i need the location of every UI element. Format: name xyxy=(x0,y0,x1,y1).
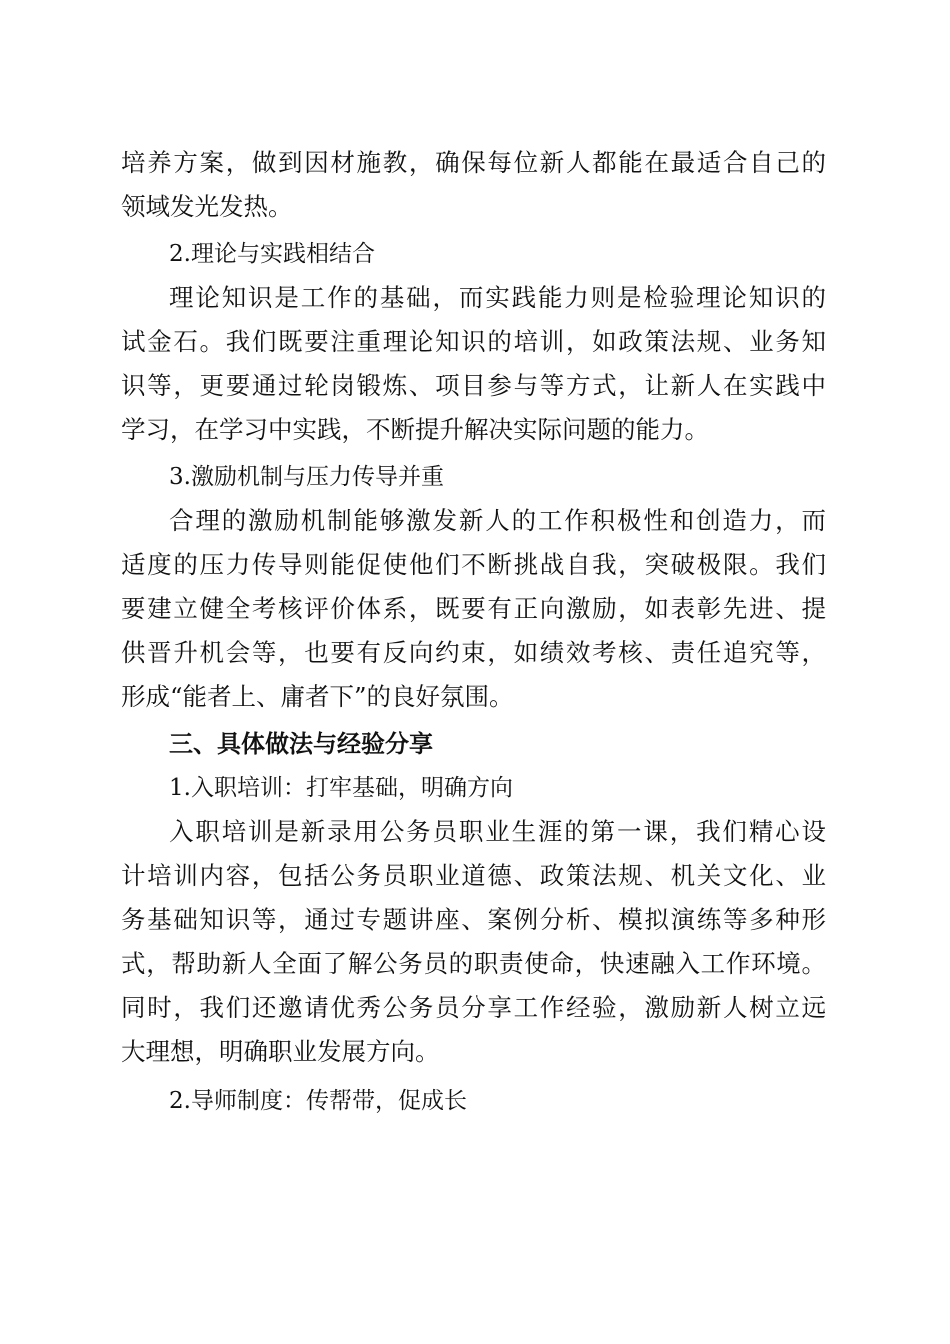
paragraph-line: 形成“能者上、庸者下”的良好氛围。 xyxy=(121,682,514,711)
paragraph-line: 计培训内容，包括公务员职业道德、政策法规、机关文化、业 xyxy=(121,861,826,890)
subheading: 2.理论与实践相结合 xyxy=(169,241,375,267)
paragraph-line: 理论知识是工作的基础，而实践能力则是检验理论知识的 xyxy=(169,283,826,312)
paragraph-line: 学习，在学习中实践，不断提升解决实际问题的能力。 xyxy=(121,415,709,444)
paragraph-line: 培养方案，做到因材施教，确保每位新人都能在最适合自己的 xyxy=(121,148,826,177)
subheading: 1.入职培训：打牢基础，明确方向 xyxy=(169,775,513,801)
paragraph-line: 式，帮助新人全面了解公务员的职责使命，快速融入工作环境。 xyxy=(121,949,826,978)
paragraph-line: 要建立健全考核评价体系，既要有正向激励，如表彰先进、提 xyxy=(121,594,826,623)
paragraph-line: 领域发光发热。 xyxy=(121,192,293,221)
paragraph-line: 适度的压力传导则能促使他们不断挑战自我，突破极限。我们 xyxy=(121,550,826,579)
subheading: 3.激励机制与压力传导并重 xyxy=(169,464,444,490)
paragraph-line: 同时，我们还邀请优秀公务员分享工作经验，激励新人树立远 xyxy=(121,993,826,1022)
paragraph-line: 入职培训是新录用公务员职业生涯的第一课，我们精心设 xyxy=(169,817,826,846)
section-heading: 三、具体做法与经验分享 xyxy=(169,730,433,758)
paragraph-line: 试金石。我们既要注重理论知识的培训，如政策法规、业务知 xyxy=(121,327,826,356)
paragraph-line: 供晋升机会等，也要有反向约束，如绩效考核、责任追究等， xyxy=(121,638,826,667)
paragraph-line: 合理的激励机制能够激发新人的工作积极性和创造力，而 xyxy=(169,506,826,535)
paragraph-line: 大理想，明确职业发展方向。 xyxy=(121,1037,440,1066)
subheading: 2.导师制度：传帮带，促成长 xyxy=(169,1088,467,1114)
paragraph-line: 识等，更要通过轮岗锻炼、项目参与等方式，让新人在实践中 xyxy=(121,371,826,400)
paragraph-line: 务基础知识等，通过专题讲座、案例分析、模拟演练等多种形 xyxy=(121,905,826,934)
